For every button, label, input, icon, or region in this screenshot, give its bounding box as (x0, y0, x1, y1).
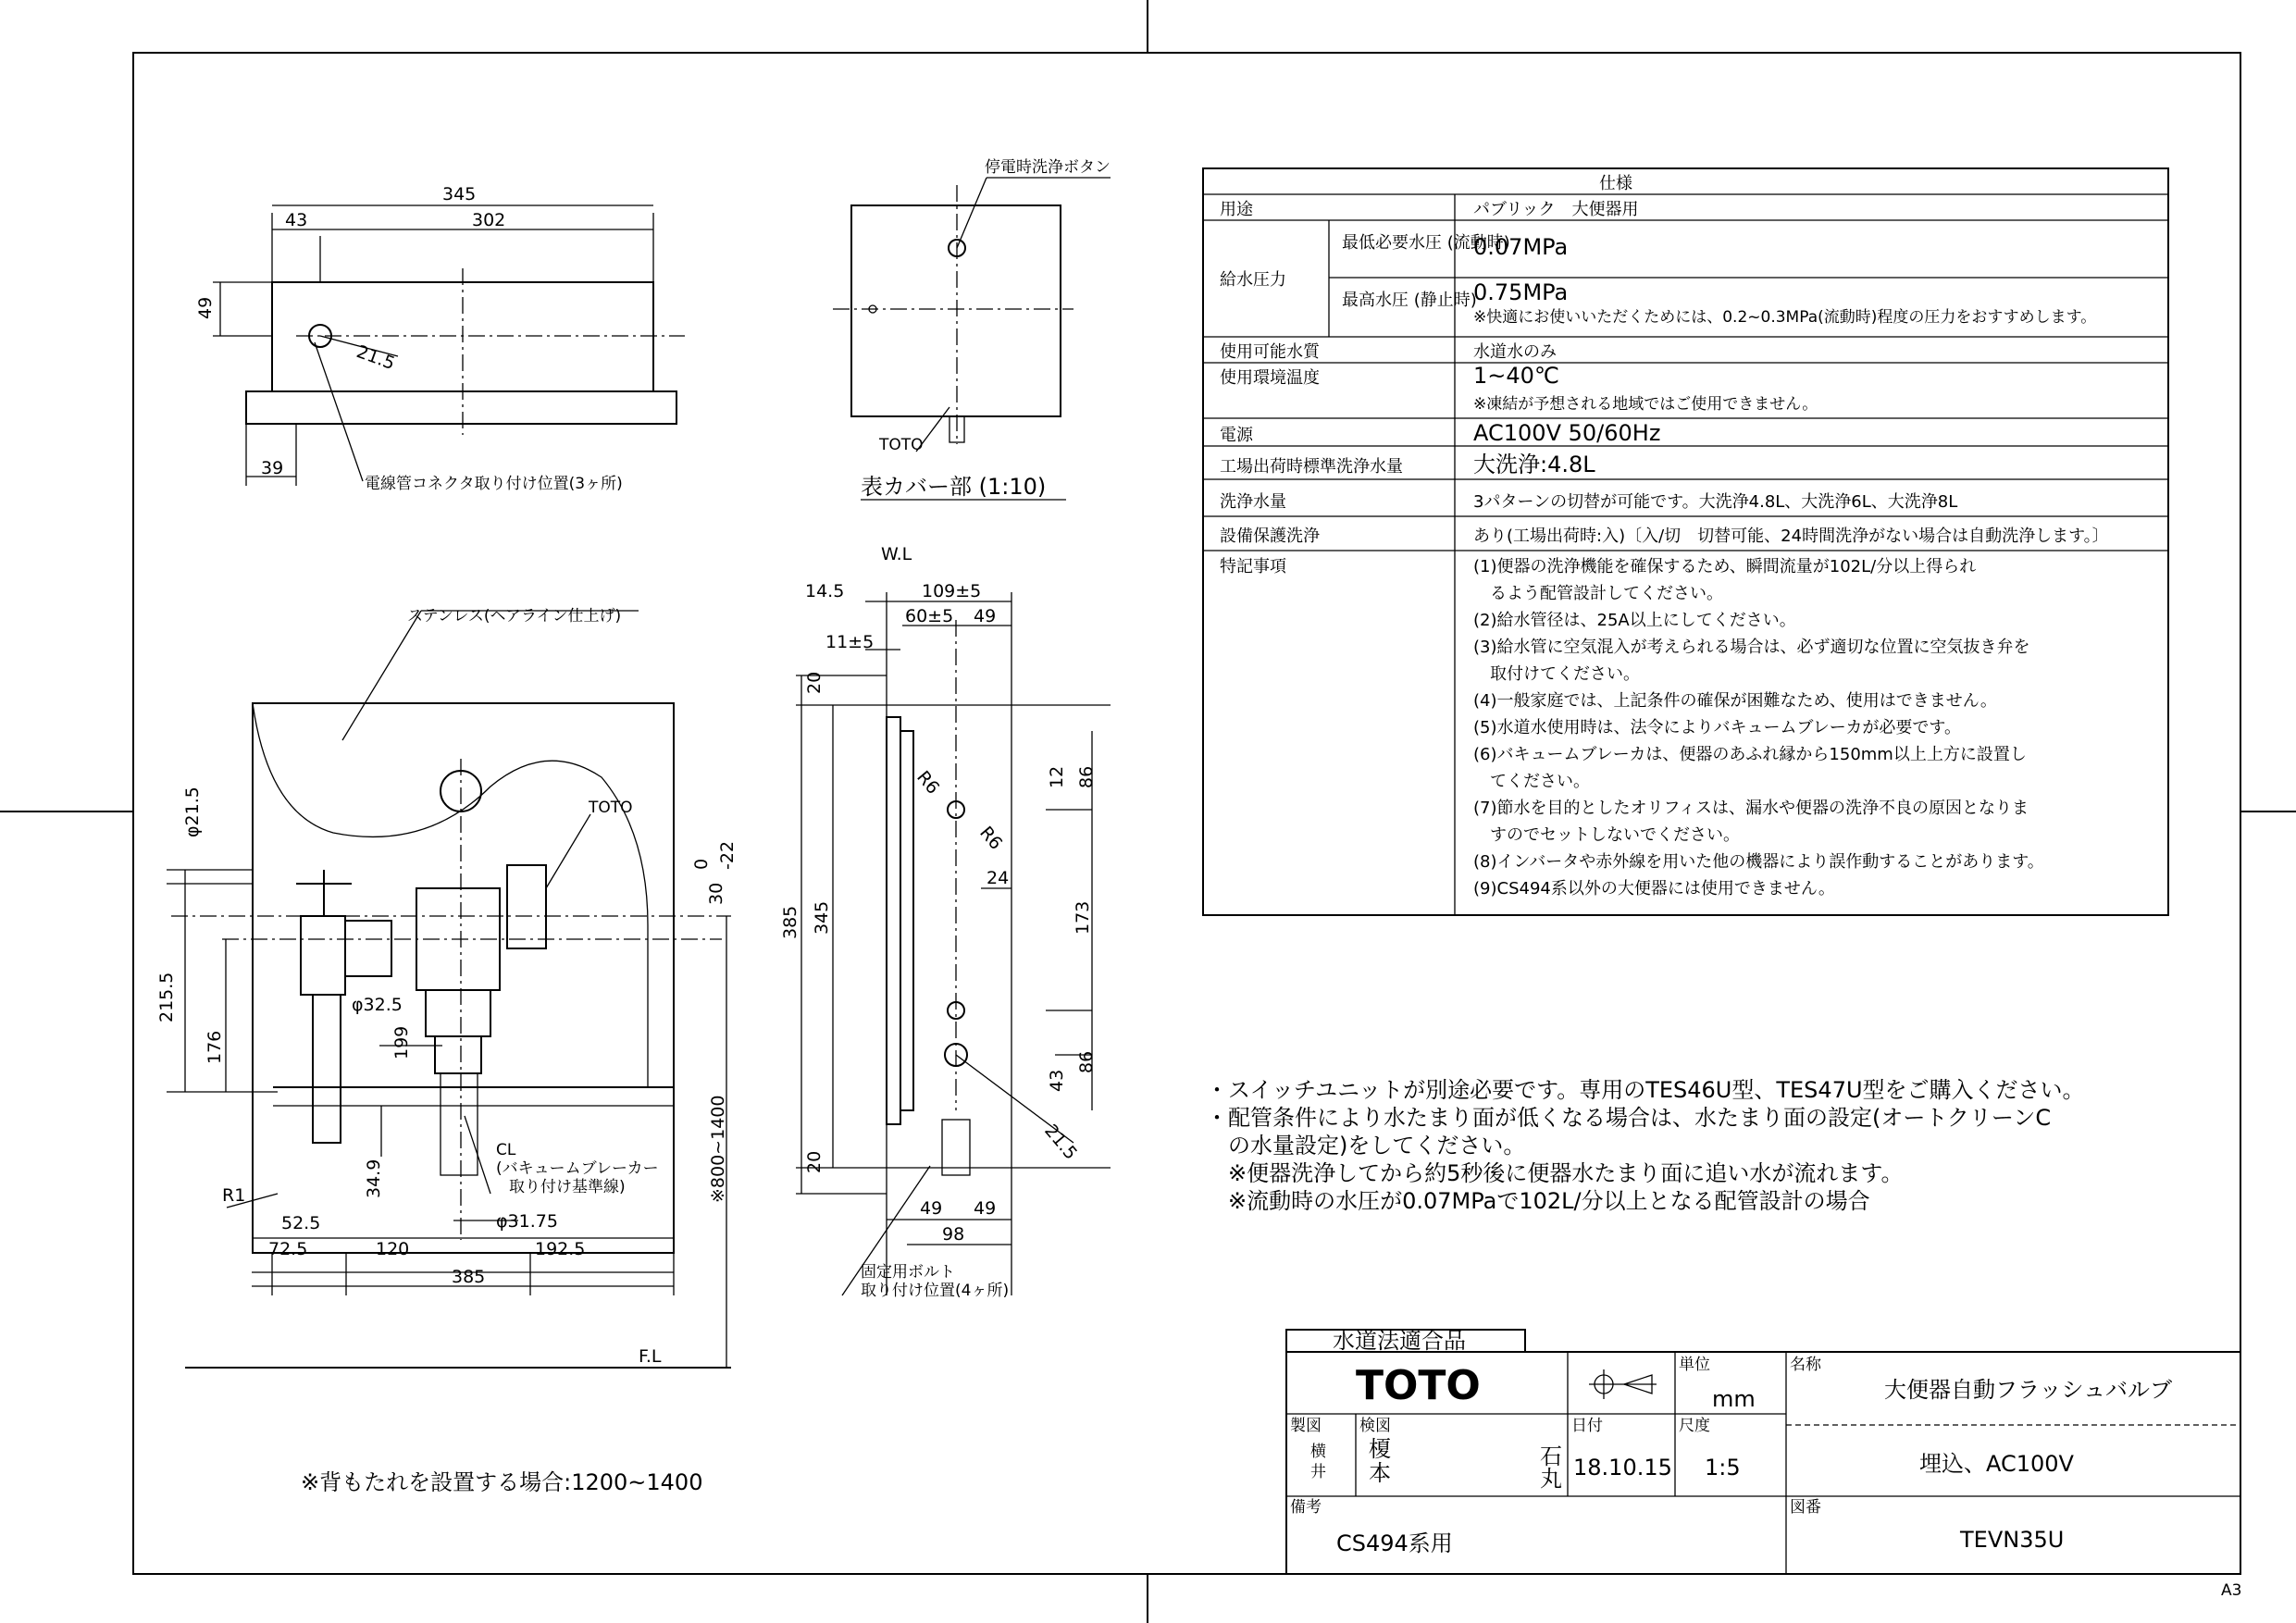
dim-label: 385 (452, 1267, 486, 1287)
dim-label: R6 (975, 823, 1007, 854)
spec-label: 設備保護洗浄 (1220, 527, 1320, 546)
special-note-line: (5)水道水使用時は、法令によりバキュームブレーカが必要です。 (1473, 718, 1961, 737)
spec-table-title: 仕様 (1599, 174, 1632, 193)
checked-by: 本 (1369, 1460, 1391, 1486)
dim-label: φ31.75 (496, 1211, 558, 1232)
special-note-line: (8)インバータや赤外線を用いた他の機器により誤作動することがあります。 (1473, 852, 2044, 872)
note-line: ※流動時の水圧が0.07MPaで102L/分以上となる配管設計の場合 (1206, 1188, 1870, 1214)
dim-label: 302 (472, 210, 506, 230)
spec-value: パブリック 大便器用 (1473, 200, 1639, 219)
approved-by: 石 (1540, 1443, 1562, 1469)
dim-label: -22 (717, 840, 738, 870)
special-note-line: るよう配管設計してください。 (1473, 584, 1723, 603)
approved-by: 丸 (1540, 1466, 1562, 1492)
top-view (195, 184, 685, 493)
note-line: ・配管条件により水たまり面が低くなる場合は、水たまり面の設定(オートクリーンC (1206, 1105, 2052, 1131)
dim-label: ※800~1400 (708, 1095, 728, 1203)
special-note-line: (3)給水管に空気混入が考えられる場合は、必ず適切な位置に空気抜き弁を (1473, 638, 2030, 657)
dim-label: φ32.5 (352, 995, 403, 1015)
dim-label: 0 (691, 858, 712, 870)
special-note-line: (1)便器の洗浄機能を確保するため、瞬間流量が102L/分以上得られ (1473, 557, 1977, 576)
spec-table (1203, 168, 2168, 915)
dim-label: 43 (285, 210, 308, 230)
dim-label: 192.5 (535, 1239, 586, 1259)
dim-label: 39 (261, 458, 284, 478)
min-pressure-label: 最低必要水圧 (流動時) (1342, 233, 1510, 253)
note-line: ・スイッチユニットが別途必要です。専用のTES46U型、TES47U型をご購入ください。 (1206, 1077, 2085, 1103)
checked-label: 検図 (1359, 1417, 1391, 1435)
spec-note: ※凍結が予想される地域ではご使用できません。 (1473, 395, 1818, 414)
drawing-number: TEVN35U (1960, 1527, 2065, 1553)
title-block (1286, 1328, 2240, 1574)
dim-label: 120 (376, 1239, 410, 1259)
spec-value: 1~40℃ (1473, 363, 1559, 389)
projection-symbol-icon (1589, 1369, 1657, 1399)
spec-label: 特記事項 (1220, 557, 1286, 576)
drafted-label: 製図 (1290, 1417, 1322, 1435)
remarks-value: CS494系用 (1336, 1530, 1453, 1556)
dim-label: 30 (706, 882, 726, 905)
dim-label: 345 (442, 184, 477, 204)
spec-label: 使用可能水質 (1220, 342, 1320, 362)
special-note-line: (9)CS494系以外の大便器には使用できません。 (1473, 879, 1835, 898)
special-note-line: てください。 (1473, 772, 1590, 791)
dim-label: 72.5 (268, 1239, 308, 1259)
dim-label: 86 (1076, 765, 1097, 788)
spec-value: 水道水のみ (1473, 342, 1557, 362)
spec-label: 電源 (1220, 426, 1253, 445)
drafted-by: 井 (1310, 1463, 1326, 1481)
unit-value: mm (1712, 1386, 1756, 1412)
dim-label: 43 (1047, 1069, 1067, 1092)
front-brand-label: TOTO (589, 799, 633, 817)
dim-label: R6 (912, 767, 944, 799)
spec-label: 給水圧力 (1220, 270, 1286, 290)
dim-label: 199 (391, 1025, 412, 1059)
dim-label: 34.9 (364, 1158, 384, 1198)
dim-label: 173 (1073, 900, 1093, 935)
date-label: 日付 (1571, 1417, 1603, 1435)
cover-brand-label: TOTO (879, 436, 924, 454)
dim-label: 345 (812, 900, 832, 935)
spec-value: 0.75MPa (1473, 279, 1569, 305)
general-notes (1206, 1077, 2085, 1214)
spec-label: 用途 (1220, 200, 1253, 219)
note-line: ※便器洗浄してから約5秒後に便器水たまり面に追い水が流れます。 (1206, 1160, 1904, 1186)
spec-value: 3パターンの切替が可能です。大洗浄4.8L、大洗浄6L、大洗浄8L (1473, 492, 1958, 512)
stainless-material-note: ステンレス(ヘアライン仕上げ) (407, 607, 622, 626)
dim-label: 86 (1076, 1050, 1097, 1073)
note-line: の水量設定)をしてください。 (1206, 1133, 1526, 1158)
side-view (780, 544, 1111, 1300)
cl-note: CL (496, 1141, 516, 1159)
cl-note: (バキュームブレーカー (496, 1159, 659, 1178)
dim-label: 49 (195, 296, 216, 319)
special-note-line: (2)給水管径は、25A以上にしてください。 (1473, 611, 1796, 630)
dim-label: 12 (1047, 765, 1067, 788)
cover-view-caption: 表カバー部 (1:10) (861, 474, 1047, 500)
dim-label: 215.5 (156, 972, 177, 1022)
spec-value: あり(工場出荷時:入)〔入/切 切替可能、24時間洗浄がない場合は自動洗浄します。〕 (1473, 527, 2109, 546)
fixing-bolt-note: 固定用ボルト (861, 1263, 955, 1282)
spec-label: 使用環境温度 (1220, 368, 1320, 388)
scale-value: 1:5 (1705, 1455, 1741, 1481)
max-pressure-label: 最高水圧 (静止時) (1342, 291, 1477, 310)
dim-label: 60±5 (905, 606, 954, 626)
dim-label: W.L (881, 544, 912, 564)
name-label: 名称 (1790, 1356, 1821, 1374)
floor-line-label: F.L (639, 1346, 662, 1367)
dim-label: 14.5 (805, 581, 845, 601)
dim-label: φ21.5 (182, 787, 203, 837)
paper-size-label: A3 (2221, 1581, 2242, 1600)
scale-label: 尺度 (1679, 1417, 1710, 1435)
dim-label: 24 (987, 868, 1010, 888)
special-note-line: (4)一般家庭では、上記条件の確保が困難なため、使用はできません。 (1473, 691, 1997, 711)
drawing-number-label: 図番 (1790, 1498, 1821, 1517)
dim-label: 49 (974, 1198, 997, 1219)
dim-label: 176 (205, 1030, 225, 1064)
special-note-line: (6)バキュームブレーカは、便器のあふれ縁から150mm以上上方に設置し (1473, 745, 2027, 764)
cover-view (833, 158, 1111, 500)
special-note-line: 取付けてください。 (1473, 664, 1640, 684)
spec-label: 洗浄水量 (1220, 492, 1286, 512)
spec-value: 大洗浄:4.8L (1473, 452, 1595, 477)
drafted-by: 横 (1310, 1443, 1326, 1461)
dim-label: 98 (942, 1224, 965, 1245)
special-note-line: すのでセットしないでください。 (1473, 825, 1740, 845)
special-note-line: (7)節水を目的としたオリフィスは、漏水や便器の洗浄不良の原因となりま (1473, 799, 2029, 818)
dim-label: 11±5 (825, 632, 875, 652)
special-notes-list (1473, 557, 2044, 898)
cl-note: 取り付け基準線) (509, 1178, 626, 1196)
dim-label: R1 (222, 1185, 246, 1206)
date-value: 18.10.15 (1573, 1455, 1672, 1481)
remarks-label: 備考 (1290, 1498, 1322, 1517)
product-name: 大便器自動フラッシュバルブ (1884, 1377, 2173, 1403)
front-view (156, 607, 738, 1495)
toto-logo: TOTO (1356, 1362, 1481, 1409)
certification-label: 水道法適合品 (1333, 1328, 1466, 1354)
checked-by: 榎 (1369, 1436, 1391, 1462)
dim-label: 49 (974, 606, 997, 626)
dim-label: 21.5 (1040, 1121, 1082, 1164)
conduit-connector-note: 電線管コネクタ取り付け位置(3ヶ所) (365, 475, 623, 493)
fixing-bolt-note: 取り付け位置(4ヶ所) (861, 1282, 1010, 1300)
dim-label: 52.5 (281, 1213, 321, 1233)
unit-label: 単位 (1679, 1356, 1710, 1374)
emergency-flush-button-label: 停電時洗浄ボタン (985, 158, 1111, 177)
dim-label: 21.5 (354, 341, 398, 375)
dim-label: 109±5 (922, 581, 982, 601)
spec-value: AC100V 50/60Hz (1473, 420, 1661, 446)
dim-label: 385 (780, 905, 800, 939)
backrest-note: ※背もたれを設置する場合:1200~1400 (301, 1469, 703, 1495)
dim-label: 49 (920, 1198, 943, 1219)
spec-note: ※快適にお使いいただくためには、0.2~0.3MPa(流動時)程度の圧力をおすすめします。 (1473, 308, 2097, 327)
spec-value: 0.07MPa (1473, 234, 1569, 260)
spec-label: 工場出荷時標準洗浄水量 (1220, 457, 1403, 477)
dim-label: 20 (804, 1150, 825, 1173)
product-subtitle: 埋込、AC100V (1919, 1451, 2074, 1477)
dim-label: 20 (804, 671, 825, 694)
